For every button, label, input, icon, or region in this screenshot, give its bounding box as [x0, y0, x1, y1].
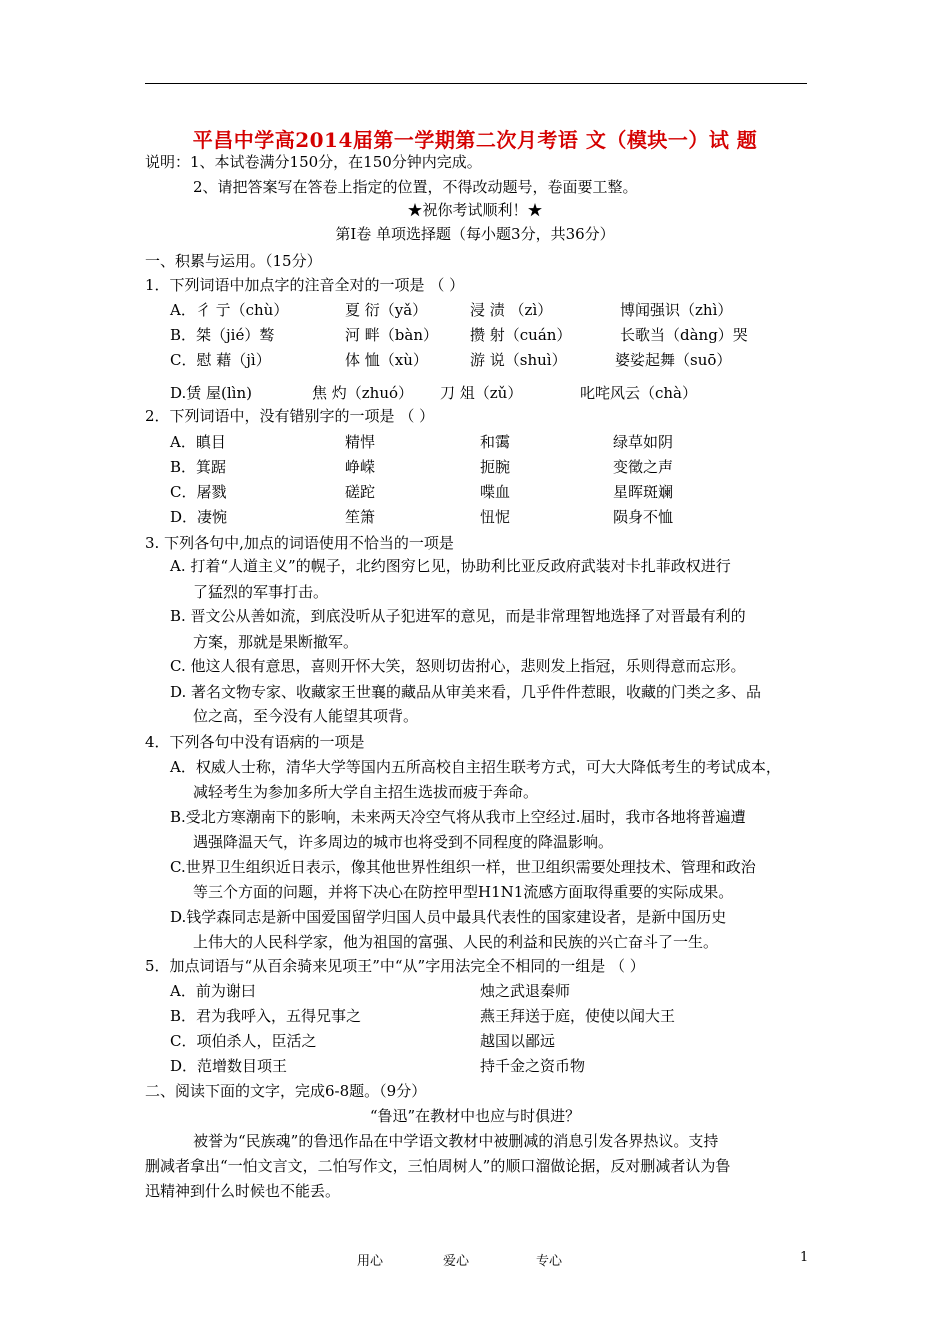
q2-option: 峥嵘 [345, 458, 376, 476]
header-rule [145, 83, 807, 84]
q1-option: 刀 俎（zǔ） [440, 384, 523, 402]
q5-option: D．范增数目项王 [170, 1057, 288, 1075]
q4-line: B.受北方寒潮南下的影响，未来两天冷空气将从我市上空经过.届时，我市各地将普遍遭 [170, 808, 746, 826]
q2-option: C．屠戮 [170, 483, 227, 501]
q2-option: 星晖斑斓 [613, 483, 674, 501]
note-1: 说明：1、本试卷满分150分，在150分钟内完成。 [145, 153, 482, 171]
q2-option: D．凄惋 [170, 508, 228, 526]
q2-option: 喋血 [480, 483, 511, 501]
q4-line: 遇强降温天气，许多周边的城市也将受到不同程度的降温影响。 [193, 833, 614, 851]
q4-line: 减轻考生为参加多所大学自主招生选拔而疲于奔命。 [193, 783, 539, 801]
q3-line: 方案，那就是果断撤军。 [193, 633, 359, 651]
q1-option: 叱咤风云（chà） [580, 384, 698, 402]
q1-option: 浸 渍 （zì） [470, 301, 553, 319]
q1-option: 长歌当（dàng）哭 [620, 326, 748, 344]
q4-line: A．权威人士称，清华大学等国内五所高校自主招生联考方式，可大大降低考生的考试成本， [170, 758, 781, 776]
q5-option: 燕王拜送于庭，使使以闻大王 [480, 1007, 676, 1025]
q3-line: B. 晋文公从善如流，到底没听从子犯进军的意见，而是非常理智地选择了对晋最有利的 [170, 607, 746, 625]
good-luck-line: ★祝你考试顺利！★ [407, 201, 543, 219]
q4-line: 等三个方面的问题，并将下决心在防控甲型H1N1流感方面取得重要的实际成果。 [193, 883, 734, 901]
page-number: 1 [800, 1250, 809, 1265]
q2-option: 扼腕 [480, 458, 511, 476]
q4-line: 上伟大的人民科学家，他为祖国的富强、人民的利益和民族的兴亡奋斗了一生。 [193, 933, 719, 951]
q5-option: 越国以鄙远 [480, 1032, 556, 1050]
q2-option: B．箕踞 [170, 458, 227, 476]
q5-option: 持千金之资币物 [480, 1057, 586, 1075]
q1-option: D.赁 屋(lìn) [170, 384, 252, 402]
q3-line: 了猛烈的军事打击。 [193, 583, 329, 601]
q2-option: 忸怩 [480, 508, 511, 526]
footer-word: 专心 [536, 1254, 563, 1269]
question-1-stem: 1．下列词语中加点字的注音全对的一项是 （ ） [145, 276, 465, 294]
question-4-stem: 4．下列各句中没有语病的一项是 [145, 733, 365, 751]
section-1-title: 一、积累与运用。（15分） [145, 252, 322, 270]
q1-option: B．桀（jié）骜 [170, 326, 275, 344]
q2-option: 笙箫 [345, 508, 376, 526]
q5-option: A．前为谢曰 [170, 982, 256, 1000]
q2-option: 和霭 [480, 433, 511, 451]
q3-line: 位之高，至今没有人能望其项背。 [193, 707, 419, 725]
q3-line: C. 他这人很有意思，喜则开怀大笑，怒则切齿拊心，悲则发上指冠，乐则得意而忘形。 [170, 657, 746, 675]
q4-line: C.世界卫生组织近日表示，像其他世界性组织一样，世卫组织需要处理技术、管理和政治 [170, 858, 756, 876]
q1-option: A．彳 亍（chù） [170, 301, 289, 319]
footer-word: 用心 [357, 1254, 384, 1269]
q1-option: 婆娑起舞（suō） [615, 351, 732, 369]
section-2-title: 二、阅读下面的文字，完成6-8题。（9分） [145, 1082, 427, 1100]
q1-option: 博闻强识（zhì） [620, 301, 733, 319]
question-3-stem: 3. 下列各句中,加点的词语使用不恰当的一项是 [145, 534, 454, 552]
page-title: 平昌中学高2014届第一学期第二次月考语 文（模块一）试 题 [192, 128, 758, 152]
q1-option: 河 畔（bàn） [345, 326, 438, 344]
q3-line: D. 著名文物专家、收藏家王世襄的藏品从审美来看，几乎件件惹眼，收藏的门类之多、品 [170, 683, 762, 701]
q2-option: 变徵之声 [613, 458, 674, 476]
q2-option: A．瞋目 [170, 433, 226, 451]
footer-word: 爱心 [443, 1254, 470, 1269]
q1-option: C．慰 藉（jì） [170, 351, 271, 369]
article-paragraph-line: 删减者拿出“一怕文言文，二怕写作文，三怕周树人”的顺口溜做论据，反对删减者认为鲁 [145, 1157, 731, 1175]
q5-option: C．项伯杀人，臣活之 [170, 1032, 317, 1050]
q3-line: A. 打着“人道主义”的幌子，北约图穷匕见，协助利比亚反政府武装对卡扎菲政权进行 [170, 557, 731, 575]
q1-option: 焦 灼（zhuó） [312, 384, 414, 402]
q2-option: 精悍 [345, 433, 376, 451]
q1-option: 体 恤（xù） [345, 351, 428, 369]
q2-option: 陨身不恤 [613, 508, 674, 526]
q5-option: 烛之武退秦师 [480, 982, 571, 1000]
q1-option: 游 说（shuì） [470, 351, 567, 369]
q1-option: 攒 射（cuán） [470, 326, 572, 344]
note-2: 2、请把答案写在答卷上指定的位置，不得改动题号，卷面要工整。 [193, 178, 638, 196]
q1-option: 夏 衍（yǎ） [345, 301, 428, 319]
q2-option: 磋跎 [345, 483, 376, 501]
question-5-stem: 5．加点词语与“从百余骑来见项王”中“从”字用法完全不相同的一组是 （ ） [145, 957, 645, 975]
article-title: “鲁迅”在教材中也应与时俱进？ [369, 1107, 581, 1125]
q2-option: 绿草如阴 [613, 433, 674, 451]
question-2-stem: 2．下列词语中，没有错别字的一项是 （ ） [145, 407, 435, 425]
q4-line: D.钱学森同志是新中国爱国留学归国人员中最具代表性的国家建设者，是新中国历史 [170, 908, 727, 926]
article-paragraph-line: 被誉为“民族魂”的鲁迅作品在中学语文教材中被删减的消息引发各界热议。支持 [193, 1132, 719, 1150]
q5-option: B．君为我呼入，五得兄事之 [170, 1007, 362, 1025]
part-1-title: 第Ⅰ卷 单项选择题（每小题3分，共36分） [335, 225, 615, 243]
article-paragraph-line: 迅精神到什么时候也不能丢。 [145, 1182, 341, 1200]
